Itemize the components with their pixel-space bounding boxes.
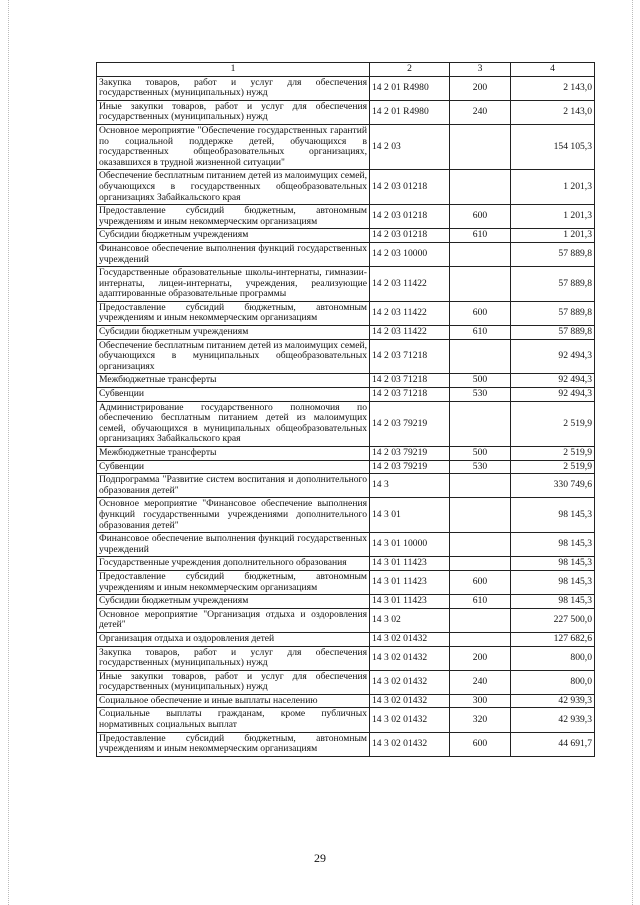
table-row	[97, 76, 595, 100]
cell-code: 14 2 03 79219	[370, 447, 450, 461]
cell-name: Субсидии бюджетным учреждениям	[97, 595, 370, 609]
cell-code: 14 2 01 R4980	[370, 100, 450, 124]
cell-expense-type	[450, 124, 511, 169]
cell-code: 14 2 03 79219	[370, 460, 450, 474]
cell-code: 14 2 03 01218	[370, 229, 450, 243]
cell-name: Государственные образовательные школы-интернаты, гимназии-интернаты, лицеи-интернаты, учреждения, реализующие адаптированные образовательные программы	[97, 267, 370, 302]
cell-expense-type	[450, 339, 511, 374]
table-header-row	[97, 63, 595, 77]
cell-sum: 1 201,3	[511, 229, 595, 243]
cell-name: Предоставление субсидий бюджетным, автономным учреждениям и иным некоммерческим организациям	[97, 732, 370, 756]
cell-sum: 92 494,3	[511, 339, 595, 374]
cell-sum: 800,0	[511, 670, 595, 694]
table-row	[97, 460, 595, 474]
cell-expense-type: 240	[450, 100, 511, 124]
cell-name: Межбюджетные трансферты	[97, 374, 370, 388]
cell-sum: 98 145,3	[511, 498, 595, 533]
cell-sum: 330 749,6	[511, 474, 595, 498]
cell-code: 14 3 02 01432	[370, 632, 450, 646]
budget-table	[96, 62, 595, 757]
cell-name: Подпрограмма "Развитие систем воспитания и дополнительного образования детей"	[97, 474, 370, 498]
scan-edge-right	[632, 0, 634, 905]
cell-sum: 2 143,0	[511, 100, 595, 124]
table-row	[97, 498, 595, 533]
cell-name: Основное мероприятие "Обеспечение государственных гарантий по социальной поддержке детей, обучающихся в государственных общеобразовательных организациях, оказавшихся в трудной жизненной ситуации"	[97, 124, 370, 169]
cell-name: Основное мероприятие "Организация отдыха и оздоровления детей"	[97, 608, 370, 632]
table-row	[97, 267, 595, 302]
cell-sum: 57 889,8	[511, 326, 595, 340]
cell-name: Закупка товаров, работ и услуг для обеспечения государственных (муниципальных) нужд	[97, 76, 370, 100]
cell-code: 14 3 02 01432	[370, 670, 450, 694]
scan-edge-left	[8, 0, 10, 905]
table-row	[97, 388, 595, 402]
cell-sum: 42 939,3	[511, 694, 595, 708]
cell-name: Иные закупки товаров, работ и услуг для обеспечения государственных (муниципальных) нужд	[97, 670, 370, 694]
table-row	[97, 632, 595, 646]
cell-sum: 127 682,6	[511, 632, 595, 646]
cell-code: 14 3 02	[370, 608, 450, 632]
table-row	[97, 646, 595, 670]
column-header-sum: 4	[511, 63, 595, 77]
column-header-code: 2	[370, 63, 450, 77]
cell-sum: 57 889,8	[511, 301, 595, 325]
table-row	[97, 557, 595, 571]
cell-code: 14 3 02 01432	[370, 694, 450, 708]
cell-expense-type: 600	[450, 732, 511, 756]
cell-expense-type: 200	[450, 76, 511, 100]
table-row	[97, 339, 595, 374]
cell-expense-type: 200	[450, 646, 511, 670]
table-row	[97, 732, 595, 756]
cell-name: Основное мероприятие "Финансовое обеспечение выполнения функций государственными учреждениями дополнительного образования детей"	[97, 498, 370, 533]
cell-name: Межбюджетные трансферты	[97, 447, 370, 461]
cell-sum: 1 201,3	[511, 205, 595, 229]
cell-sum: 98 145,3	[511, 533, 595, 557]
cell-name: Администрирование государственного полномочия по обеспечению бесплатным питанием детей из малоимущих семей, обучающихся в муниципальных общеобразовательных организациях Забайкальского края	[97, 401, 370, 446]
cell-name: Предоставление субсидий бюджетным, автономным учреждениям и иным некоммерческим организациям	[97, 570, 370, 594]
cell-code: 14 2 03 01218	[370, 170, 450, 205]
cell-name: Обеспечение бесплатным питанием детей из малоимущих семей, обучающихся в государственных общеобразовательных организациях Забайкальского края	[97, 170, 370, 205]
cell-code: 14 3 01 11423	[370, 557, 450, 571]
cell-name: Социальные выплаты гражданам, кроме публичных нормативных социальных выплат	[97, 708, 370, 732]
table-row	[97, 229, 595, 243]
cell-expense-type: 500	[450, 447, 511, 461]
cell-code: 14 2 03 11422	[370, 267, 450, 302]
cell-sum: 92 494,3	[511, 374, 595, 388]
table-row	[97, 670, 595, 694]
cell-expense-type: 240	[450, 670, 511, 694]
cell-expense-type: 600	[450, 301, 511, 325]
cell-expense-type	[450, 242, 511, 266]
cell-name: Предоставление субсидий бюджетным, автономным учреждениям и иным некоммерческим организациям	[97, 301, 370, 325]
cell-sum: 2 519,9	[511, 447, 595, 461]
cell-name: Субвенции	[97, 388, 370, 402]
cell-sum: 44 691,7	[511, 732, 595, 756]
cell-code: 14 3	[370, 474, 450, 498]
cell-name: Организация отдыха и оздоровления детей	[97, 632, 370, 646]
table-row	[97, 100, 595, 124]
cell-code: 14 2 03 71218	[370, 388, 450, 402]
table-row	[97, 533, 595, 557]
cell-expense-type	[450, 557, 511, 571]
cell-code: 14 2 03 79219	[370, 401, 450, 446]
table-row	[97, 301, 595, 325]
cell-sum: 1 201,3	[511, 170, 595, 205]
cell-expense-type	[450, 170, 511, 205]
cell-expense-type	[450, 267, 511, 302]
table-row	[97, 447, 595, 461]
cell-name: Субсидии бюджетным учреждениям	[97, 229, 370, 243]
cell-name: Субсидии бюджетным учреждениям	[97, 326, 370, 340]
cell-sum: 2 519,9	[511, 401, 595, 446]
cell-sum: 2 519,9	[511, 460, 595, 474]
table-row	[97, 474, 595, 498]
cell-name: Государственные учреждения дополнительного образования	[97, 557, 370, 571]
cell-expense-type: 600	[450, 570, 511, 594]
cell-code: 14 3 01 11423	[370, 570, 450, 594]
cell-expense-type: 530	[450, 460, 511, 474]
cell-code: 14 3 02 01432	[370, 646, 450, 670]
cell-sum: 2 143,0	[511, 76, 595, 100]
cell-code: 14 3 01 11423	[370, 595, 450, 609]
cell-name: Субвенции	[97, 460, 370, 474]
table-row	[97, 124, 595, 169]
cell-code: 14 2 03	[370, 124, 450, 169]
cell-expense-type	[450, 608, 511, 632]
cell-expense-type	[450, 632, 511, 646]
cell-expense-type: 530	[450, 388, 511, 402]
cell-sum: 42 939,3	[511, 708, 595, 732]
cell-sum: 98 145,3	[511, 595, 595, 609]
cell-expense-type: 300	[450, 694, 511, 708]
cell-code: 14 2 01 R4980	[370, 76, 450, 100]
cell-name: Предоставление субсидий бюджетным, автономным учреждениям и иным некоммерческим организациям	[97, 205, 370, 229]
cell-code: 14 3 01 10000	[370, 533, 450, 557]
cell-sum: 57 889,8	[511, 267, 595, 302]
cell-code: 14 2 03 71218	[370, 374, 450, 388]
cell-name: Иные закупки товаров, работ и услуг для обеспечения государственных (муниципальных) нужд	[97, 100, 370, 124]
cell-name: Обеспечение бесплатным питанием детей из малоимущих семей, обучающихся в муниципальных общеобразовательных организациях	[97, 339, 370, 374]
cell-name: Социальное обеспечение и иные выплаты населению	[97, 694, 370, 708]
cell-sum: 98 145,3	[511, 557, 595, 571]
cell-sum: 227 500,0	[511, 608, 595, 632]
cell-sum: 800,0	[511, 646, 595, 670]
cell-code: 14 2 03 11422	[370, 301, 450, 325]
cell-sum: 57 889,8	[511, 242, 595, 266]
table-row	[97, 401, 595, 446]
cell-expense-type	[450, 533, 511, 557]
cell-expense-type: 600	[450, 205, 511, 229]
page-number: 29	[314, 851, 326, 865]
cell-name: Финансовое обеспечение выполнения функций государственных учреждений	[97, 242, 370, 266]
table-row	[97, 570, 595, 594]
cell-sum: 92 494,3	[511, 388, 595, 402]
table-row	[97, 595, 595, 609]
table-row	[97, 374, 595, 388]
cell-expense-type	[450, 498, 511, 533]
cell-code: 14 2 03 11422	[370, 326, 450, 340]
cell-expense-type: 320	[450, 708, 511, 732]
cell-code: 14 3 02 01432	[370, 732, 450, 756]
table-row	[97, 242, 595, 266]
cell-expense-type: 500	[450, 374, 511, 388]
cell-sum: 98 145,3	[511, 570, 595, 594]
cell-code: 14 3 02 01432	[370, 708, 450, 732]
cell-code: 14 2 03 71218	[370, 339, 450, 374]
table-row	[97, 205, 595, 229]
cell-code: 14 2 03 10000	[370, 242, 450, 266]
cell-expense-type	[450, 474, 511, 498]
cell-expense-type: 610	[450, 326, 511, 340]
cell-code: 14 2 03 01218	[370, 205, 450, 229]
table-row	[97, 694, 595, 708]
cell-expense-type: 610	[450, 229, 511, 243]
column-header-name: 1	[97, 63, 370, 77]
table-row	[97, 608, 595, 632]
column-header-expense-type: 3	[450, 63, 511, 77]
cell-name: Закупка товаров, работ и услуг для обеспечения государственных (муниципальных) нужд	[97, 646, 370, 670]
cell-sum: 154 105,3	[511, 124, 595, 169]
table-row	[97, 326, 595, 340]
table-row	[97, 708, 595, 732]
cell-code: 14 3 01	[370, 498, 450, 533]
cell-expense-type: 610	[450, 595, 511, 609]
cell-name: Финансовое обеспечение выполнения функций государственных учреждений	[97, 533, 370, 557]
table-row	[97, 170, 595, 205]
cell-expense-type	[450, 401, 511, 446]
